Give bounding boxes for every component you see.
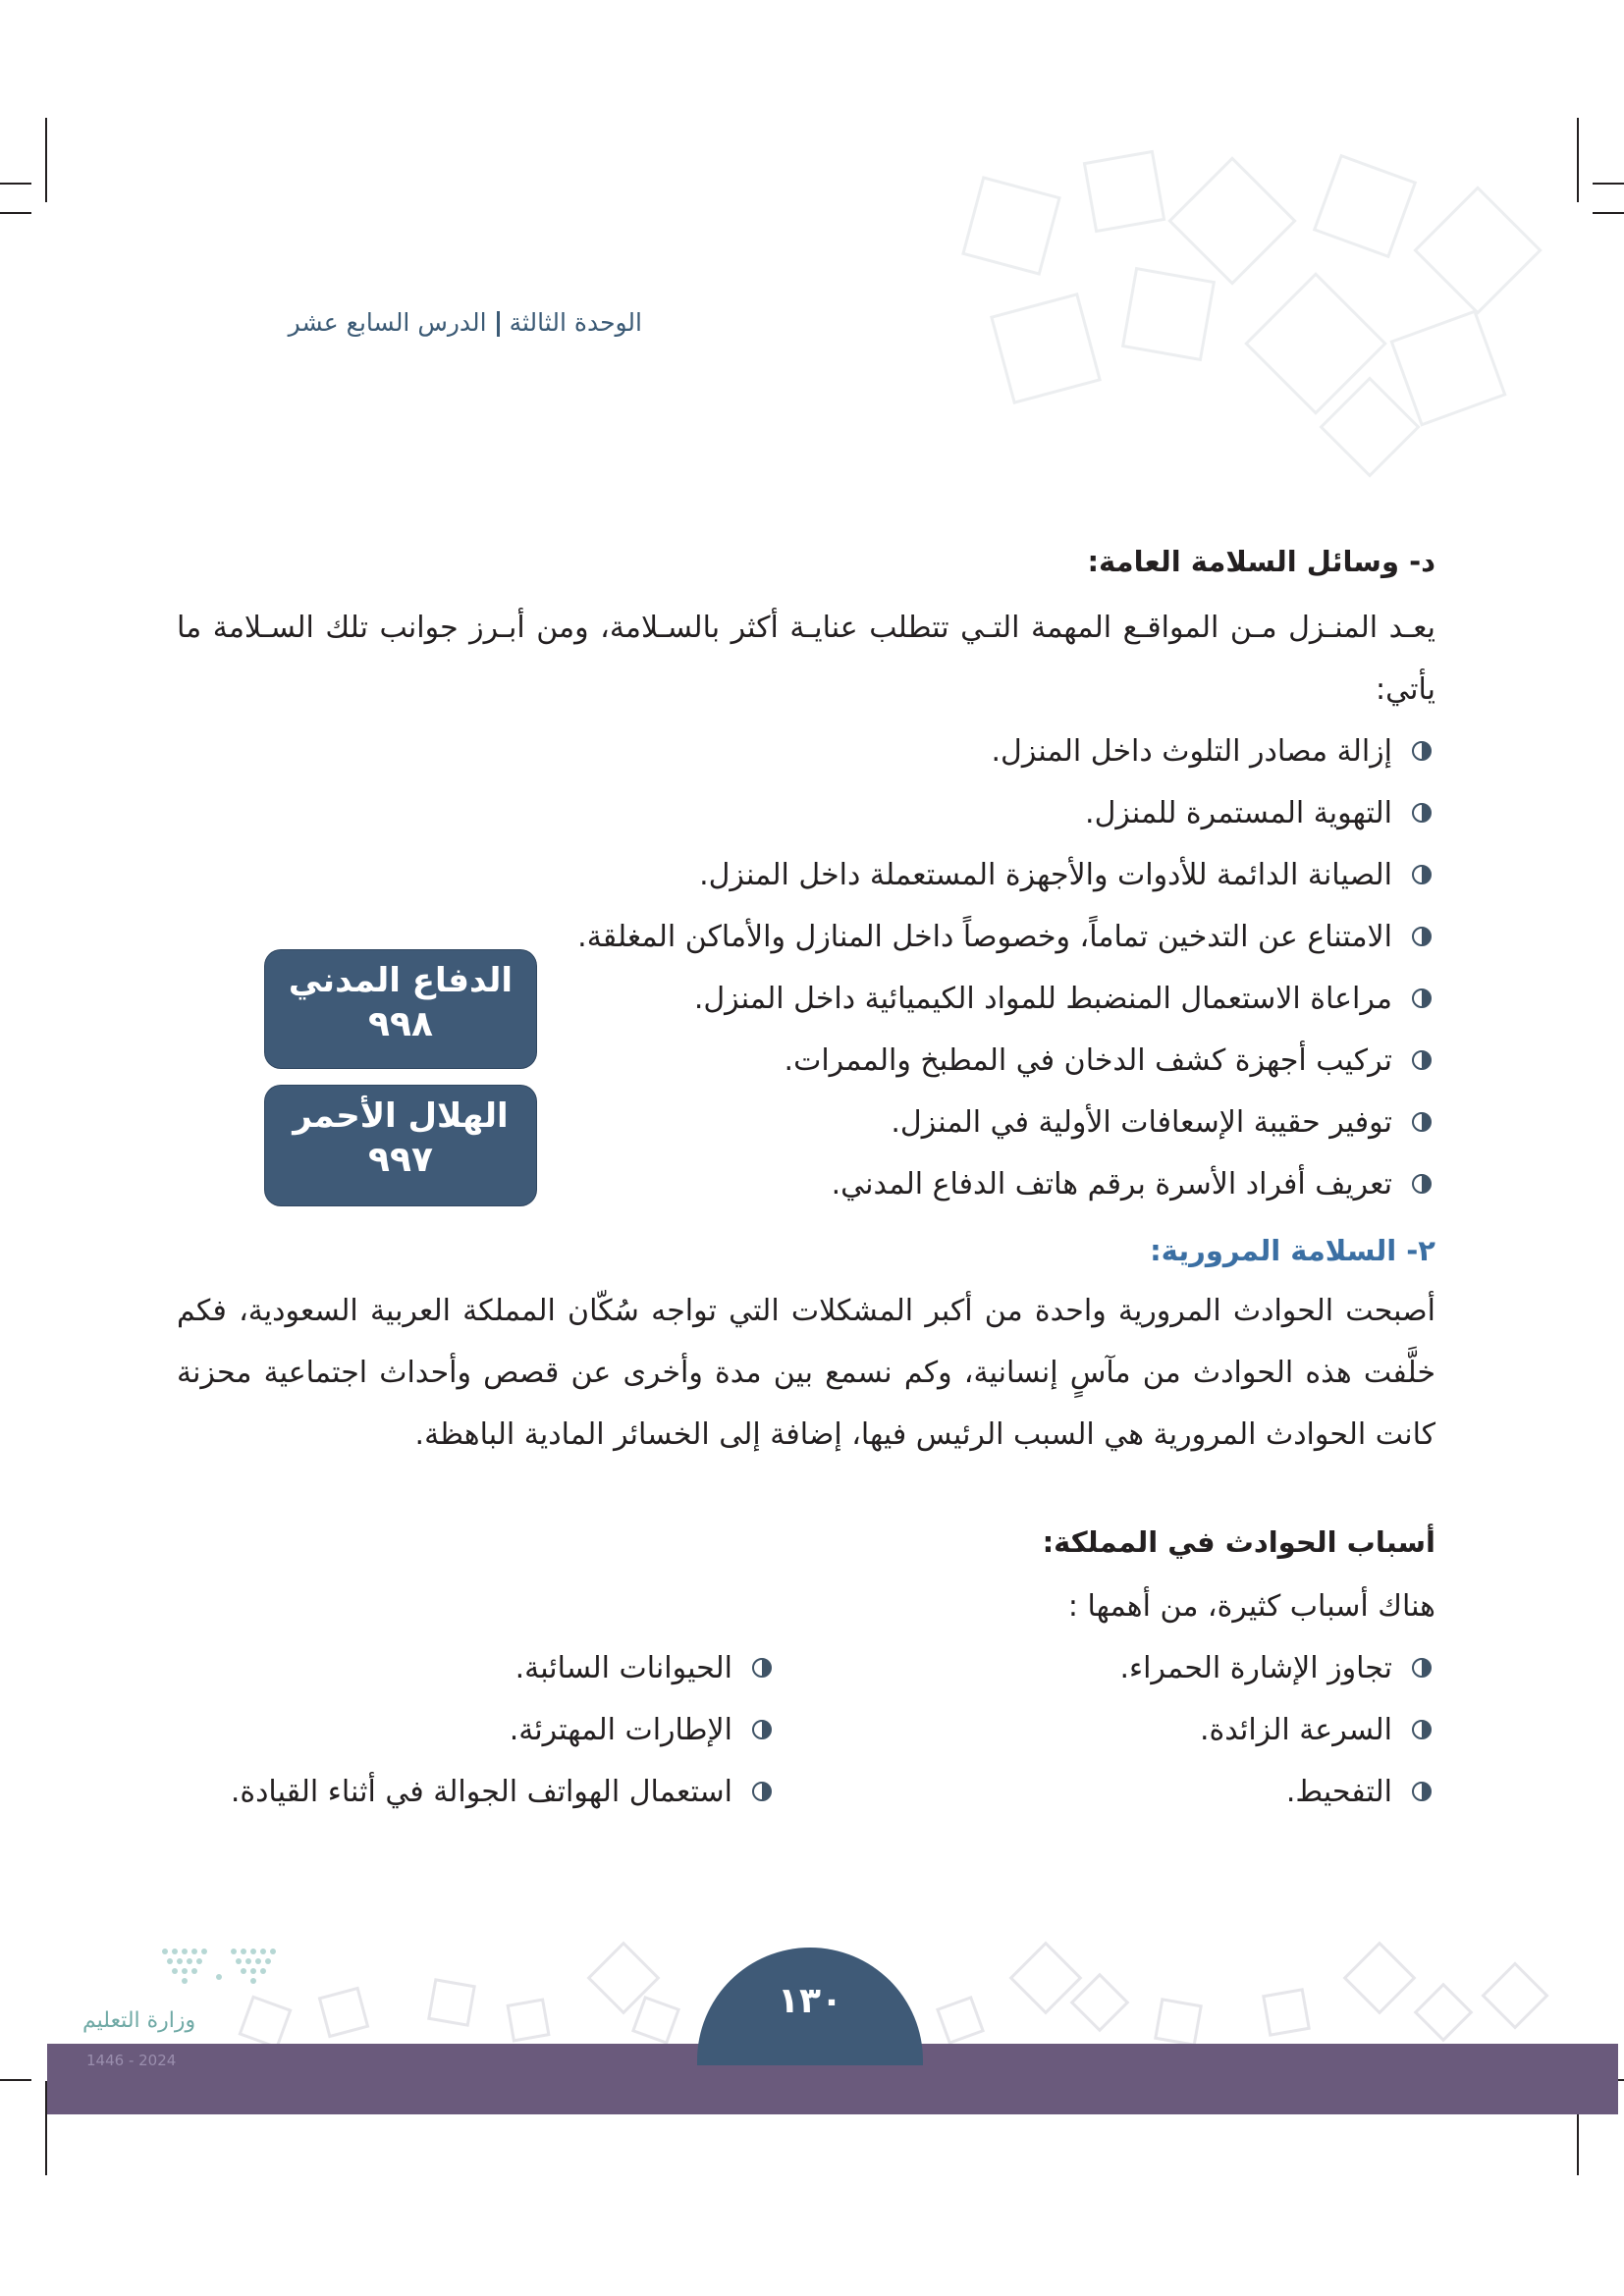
list-item: التفحيط. [776, 1761, 1435, 1823]
crop-mark [1593, 183, 1624, 185]
half-circle-bullet-icon [1412, 865, 1432, 884]
list-item: التهوية المستمرة للمنزل. [177, 782, 1435, 844]
half-circle-bullet-icon [1412, 1720, 1432, 1739]
callout-label: الهلال الأحمر [293, 1096, 509, 1136]
edition-year: 2024 - 1446 [86, 2052, 177, 2069]
callout-number: ٩٩٧ [368, 1140, 433, 1180]
half-circle-bullet-icon [1412, 1174, 1432, 1194]
list-item: إزالة مصادر التلوث داخل المنزل. [177, 721, 1435, 782]
crop-mark [1593, 212, 1624, 214]
half-circle-bullet-icon [1412, 803, 1432, 823]
section-2-paragraph: أصبحت الحوادث المرورية واحدة من أكبر المشكلات التي تواجه سُكّان المملكة العربية السعودية، فكم خلَّفت هذه الحوادث من مآسٍ إنسانية، وكم نسمع بين مدة وأخرى عن قصص وأحداث اجتماعية محزنة كانت الحوادث المرورية هي السبب الرئيس فيها، إضافة إلى الخسائر المادية الباهظة. [177, 1294, 1435, 1452]
section-d-intro: يعـد المنـزل مـن المواقـع المهمة التـي تتطلب عنايـة أكثر بالسـلامة، ومن أبـرز جوانب تلك السـلامة ما يأتي: [177, 611, 1435, 707]
half-circle-bullet-icon [1412, 741, 1432, 761]
ministry-name: وزارة التعليم [82, 2008, 196, 2033]
section-d-heading: د- وسائل السلامة العامة: [1087, 545, 1435, 578]
half-circle-bullet-icon [1412, 1658, 1432, 1678]
callout-label: الدفاع المدني [288, 961, 514, 1000]
half-circle-bullet-icon [1412, 1782, 1432, 1801]
half-circle-bullet-icon [752, 1658, 772, 1678]
half-circle-bullet-icon [752, 1782, 772, 1801]
list-item: تعريف أفراد الأسرة برقم هاتف الدفاع المدني. [177, 1153, 1435, 1215]
header-separator [497, 311, 500, 337]
list-item: مراعاة الاستعمال المنضبط للمواد الكيميائية داخل المنزل. [177, 968, 1435, 1030]
running-header [200, 308, 642, 337]
section-2-heading: ٢- السلامة المرورية: [1150, 1234, 1435, 1267]
crop-mark [0, 2079, 31, 2081]
causes-columns [177, 1637, 1435, 1823]
list-item: الإطارات المهترئة. [177, 1699, 776, 1761]
half-circle-bullet-icon [1412, 1112, 1432, 1132]
crop-mark [0, 212, 31, 214]
lesson-title: الدرس السابع عشر [288, 308, 487, 337]
page-number: ١٣٠ [778, 1981, 842, 2021]
list-item: تجاوز الإشارة الحمراء. [776, 1637, 1435, 1699]
callout-number: ٩٩٨ [368, 1004, 433, 1044]
half-circle-bullet-icon [1412, 988, 1432, 1008]
unit-title: الوحدة الثالثة [509, 308, 642, 337]
list-item: الحيوانات السائبة. [177, 1637, 776, 1699]
red-crescent-callout [265, 1086, 536, 1205]
decorative-pattern [943, 147, 1571, 481]
half-circle-bullet-icon [752, 1720, 772, 1739]
causes-list-right [776, 1637, 1435, 1823]
list-item: الامتناع عن التدخين تماماً، وخصوصاً داخل المنازل والأماكن المغلقة. [177, 906, 1435, 968]
causes-intro: هناك أسباب كثيرة، من أهمها : [1067, 1589, 1435, 1624]
half-circle-bullet-icon [1412, 1050, 1432, 1070]
causes-list-left [177, 1637, 776, 1823]
list-item: استعمال الهواتف الجوالة في أثناء القيادة. [177, 1761, 776, 1823]
list-item: توفير حقيبة الإسعافات الأولية في المنزل. [177, 1092, 1435, 1153]
list-item: السرعة الزائدة. [776, 1699, 1435, 1761]
crop-mark [1577, 118, 1579, 202]
civil-defense-callout [265, 950, 536, 1068]
crop-mark [45, 118, 47, 202]
list-item: الصيانة الدائمة للأدوات والأجهزة المستعملة داخل المنزل. [177, 844, 1435, 906]
crop-mark [0, 183, 31, 185]
causes-heading: أسباب الحوادث في المملكة: [1042, 1525, 1435, 1559]
half-circle-bullet-icon [1412, 927, 1432, 946]
list-item: تركيب أجهزة كشف الدخان في المطبخ والممرات. [177, 1030, 1435, 1092]
